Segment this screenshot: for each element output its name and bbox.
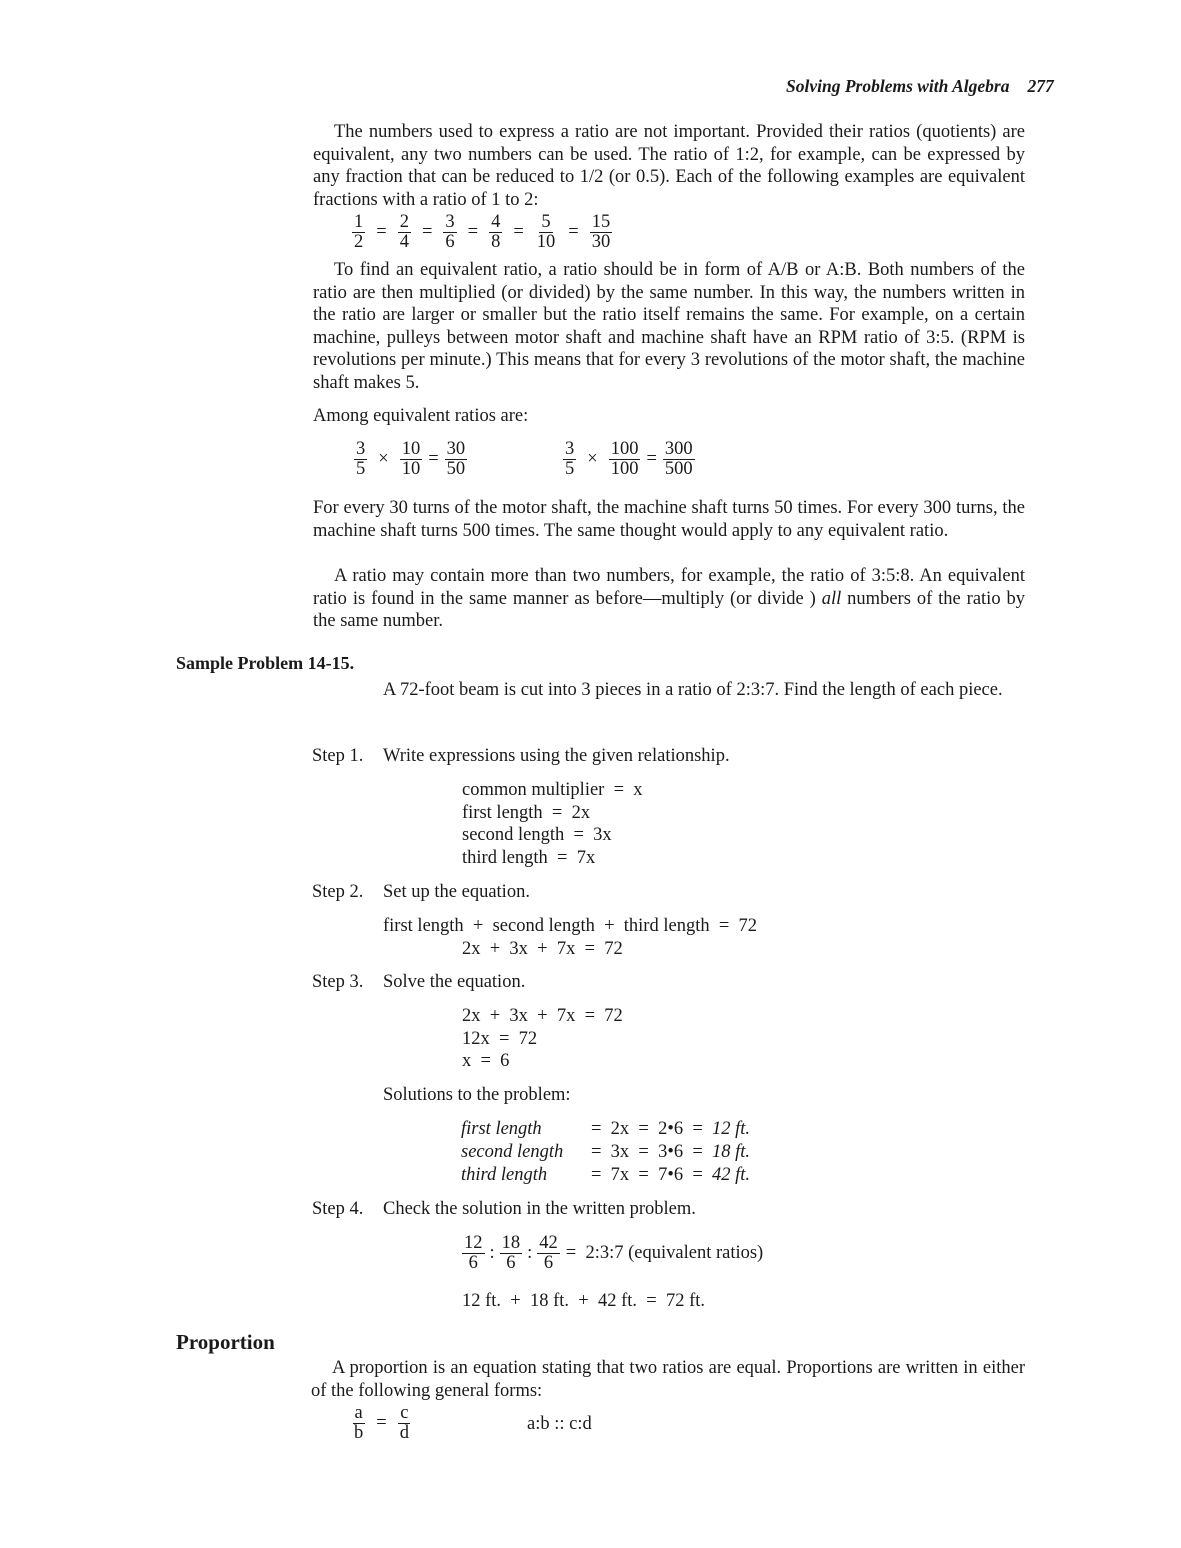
step-1-line: common multiplier = x [462, 780, 643, 800]
solutions-label: Solutions to the problem: [383, 1085, 571, 1105]
step-3-label: Step 3. [312, 972, 364, 992]
step-1-text: Write expressions using the given relationship. [383, 746, 730, 766]
equivalent-ratio-paragraph: To find an equivalent ratio, a ratio should be in form of A/B or A:B. Both numbers of the ratio are then multiplied (or divided) by the same number. In this way, the numbers written in the ratio are larger or smaller but the ratio itself remains the same. For example, on a certain machine, pulleys between motor shaft and machine shaft have an RPM ratio of 3:5. (RPM is revolutions per minute.) This means that for every 3 revolutions of the motor shaft, the machine shaft makes 5. [313, 260, 1025, 393]
step-2-text: Set up the equation. [383, 882, 530, 902]
proportion-heading: Proportion [176, 1330, 275, 1354]
fraction: $\frac{2}{4}$ [399, 212, 409, 252]
step-1-line: first length = 2x [462, 803, 591, 823]
solutions-table [461, 1118, 750, 1186]
running-title: Solving Problems with Algebra [786, 76, 1010, 96]
step-2-label: Step 2. [312, 882, 364, 902]
running-header [786, 76, 1086, 97]
step-1-label: Step 1. [312, 746, 364, 766]
proportion-form-colon: a:b :: c:d [527, 1414, 592, 1434]
step-2-line: first length + second length + third length = 72 [383, 916, 758, 936]
step-3-line: x = 6 [462, 1051, 510, 1071]
step-3-line: 12x = 72 [462, 1029, 538, 1049]
fraction: $\frac{1}{2}$ [354, 212, 364, 252]
step-1-line: second length = 3x [462, 825, 612, 845]
shaft-turns-paragraph: For every 30 turns of the motor shaft, the machine shaft turns 50 times. For every 300 turns, the machine shaft turns 500 times. The same thought would apply to any equivalent ratio. [313, 498, 1025, 541]
check-sum-line: 12 ft. + 18 ft. + 42 ft. = 72 ft. [462, 1291, 706, 1311]
page-number: 277 [1027, 76, 1054, 96]
fraction: $\frac{5}{10}$ [536, 212, 556, 252]
problem-statement: A 72-foot beam is cut into 3 pieces in a ratio of 2:3:7. Find the length of each piece. [383, 680, 1003, 700]
proportion-form-fraction: $\frac{a}{b}$ = $\frac{c}{d}$ [354, 1403, 409, 1443]
sample-problem-heading: Sample Problem 14-15. [176, 653, 355, 673]
solution-row: first length = 2x = 2•6 = 12 ft. [461, 1119, 751, 1139]
step-2-line: 2x + 3x + 7x = 72 [462, 939, 623, 959]
intro-paragraph: The numbers used to express a ratio are not important. Provided their ratios (quotients) are equivalent, any two numbers can be used. The ratio of 1:2, for example, can be expressed by any fraction that can be reduced to 1/2 (or 0.5). Each of the following examples are equivalent fractions with a ratio of 1 to 2: [313, 122, 1025, 210]
among-label: Among equivalent ratios are: [313, 406, 529, 426]
fraction: $\frac{3}{6}$ [445, 212, 455, 252]
check-ratio-row: $\frac{12}{6}$ : $\frac{18}{6}$ : $\frac{42}{6}$ = 2:3:7 (equivalent ratios) [464, 1233, 764, 1273]
solution-row: second length = 3x = 3•6 = 18 ft. [461, 1141, 751, 1162]
proportion-paragraph: A proportion is an equation stating that two ratios are equal. Proportions are written in either of the following general forms: [311, 1358, 1025, 1401]
fraction: $\frac{4}{8}$ [491, 212, 501, 252]
fraction: $\frac{15}{30}$ [591, 212, 611, 252]
step-3-line: 2x + 3x + 7x = 72 [462, 1006, 623, 1026]
step-4-text: Check the solution in the written problem. [383, 1199, 696, 1219]
ratio-example-2: $\frac{3}{5}$ × $\frac{100}{100}$ = $\frac{300}{500}$ [565, 439, 693, 479]
step-3-text: Solve the equation. [383, 972, 526, 992]
ratio-example-1: $\frac{3}{5}$ × $\frac{10}{10}$ = $\frac{30}{50}$ [356, 439, 466, 479]
equivalent-fractions-row: $\frac{1}{2}$ = $\frac{2}{4}$ = $\frac{3}{6}$ = $\frac{4}{8}$ = $\frac{5}{10}$ = $\frac{15}{30}$ [354, 212, 611, 252]
step-1-line: third length = 7x [462, 848, 596, 868]
solution-row: third length = 7x = 7•6 = 42 ft. [461, 1164, 751, 1185]
multi-number-ratio-paragraph: A ratio may contain more than two numbers, for example, the ratio of 3:5:8. An equivalent ratio is found in the same manner as before—multiply (or divide ) all numbers of the ratio by the same number. [313, 566, 1025, 632]
step-4-label: Step 4. [312, 1199, 364, 1219]
